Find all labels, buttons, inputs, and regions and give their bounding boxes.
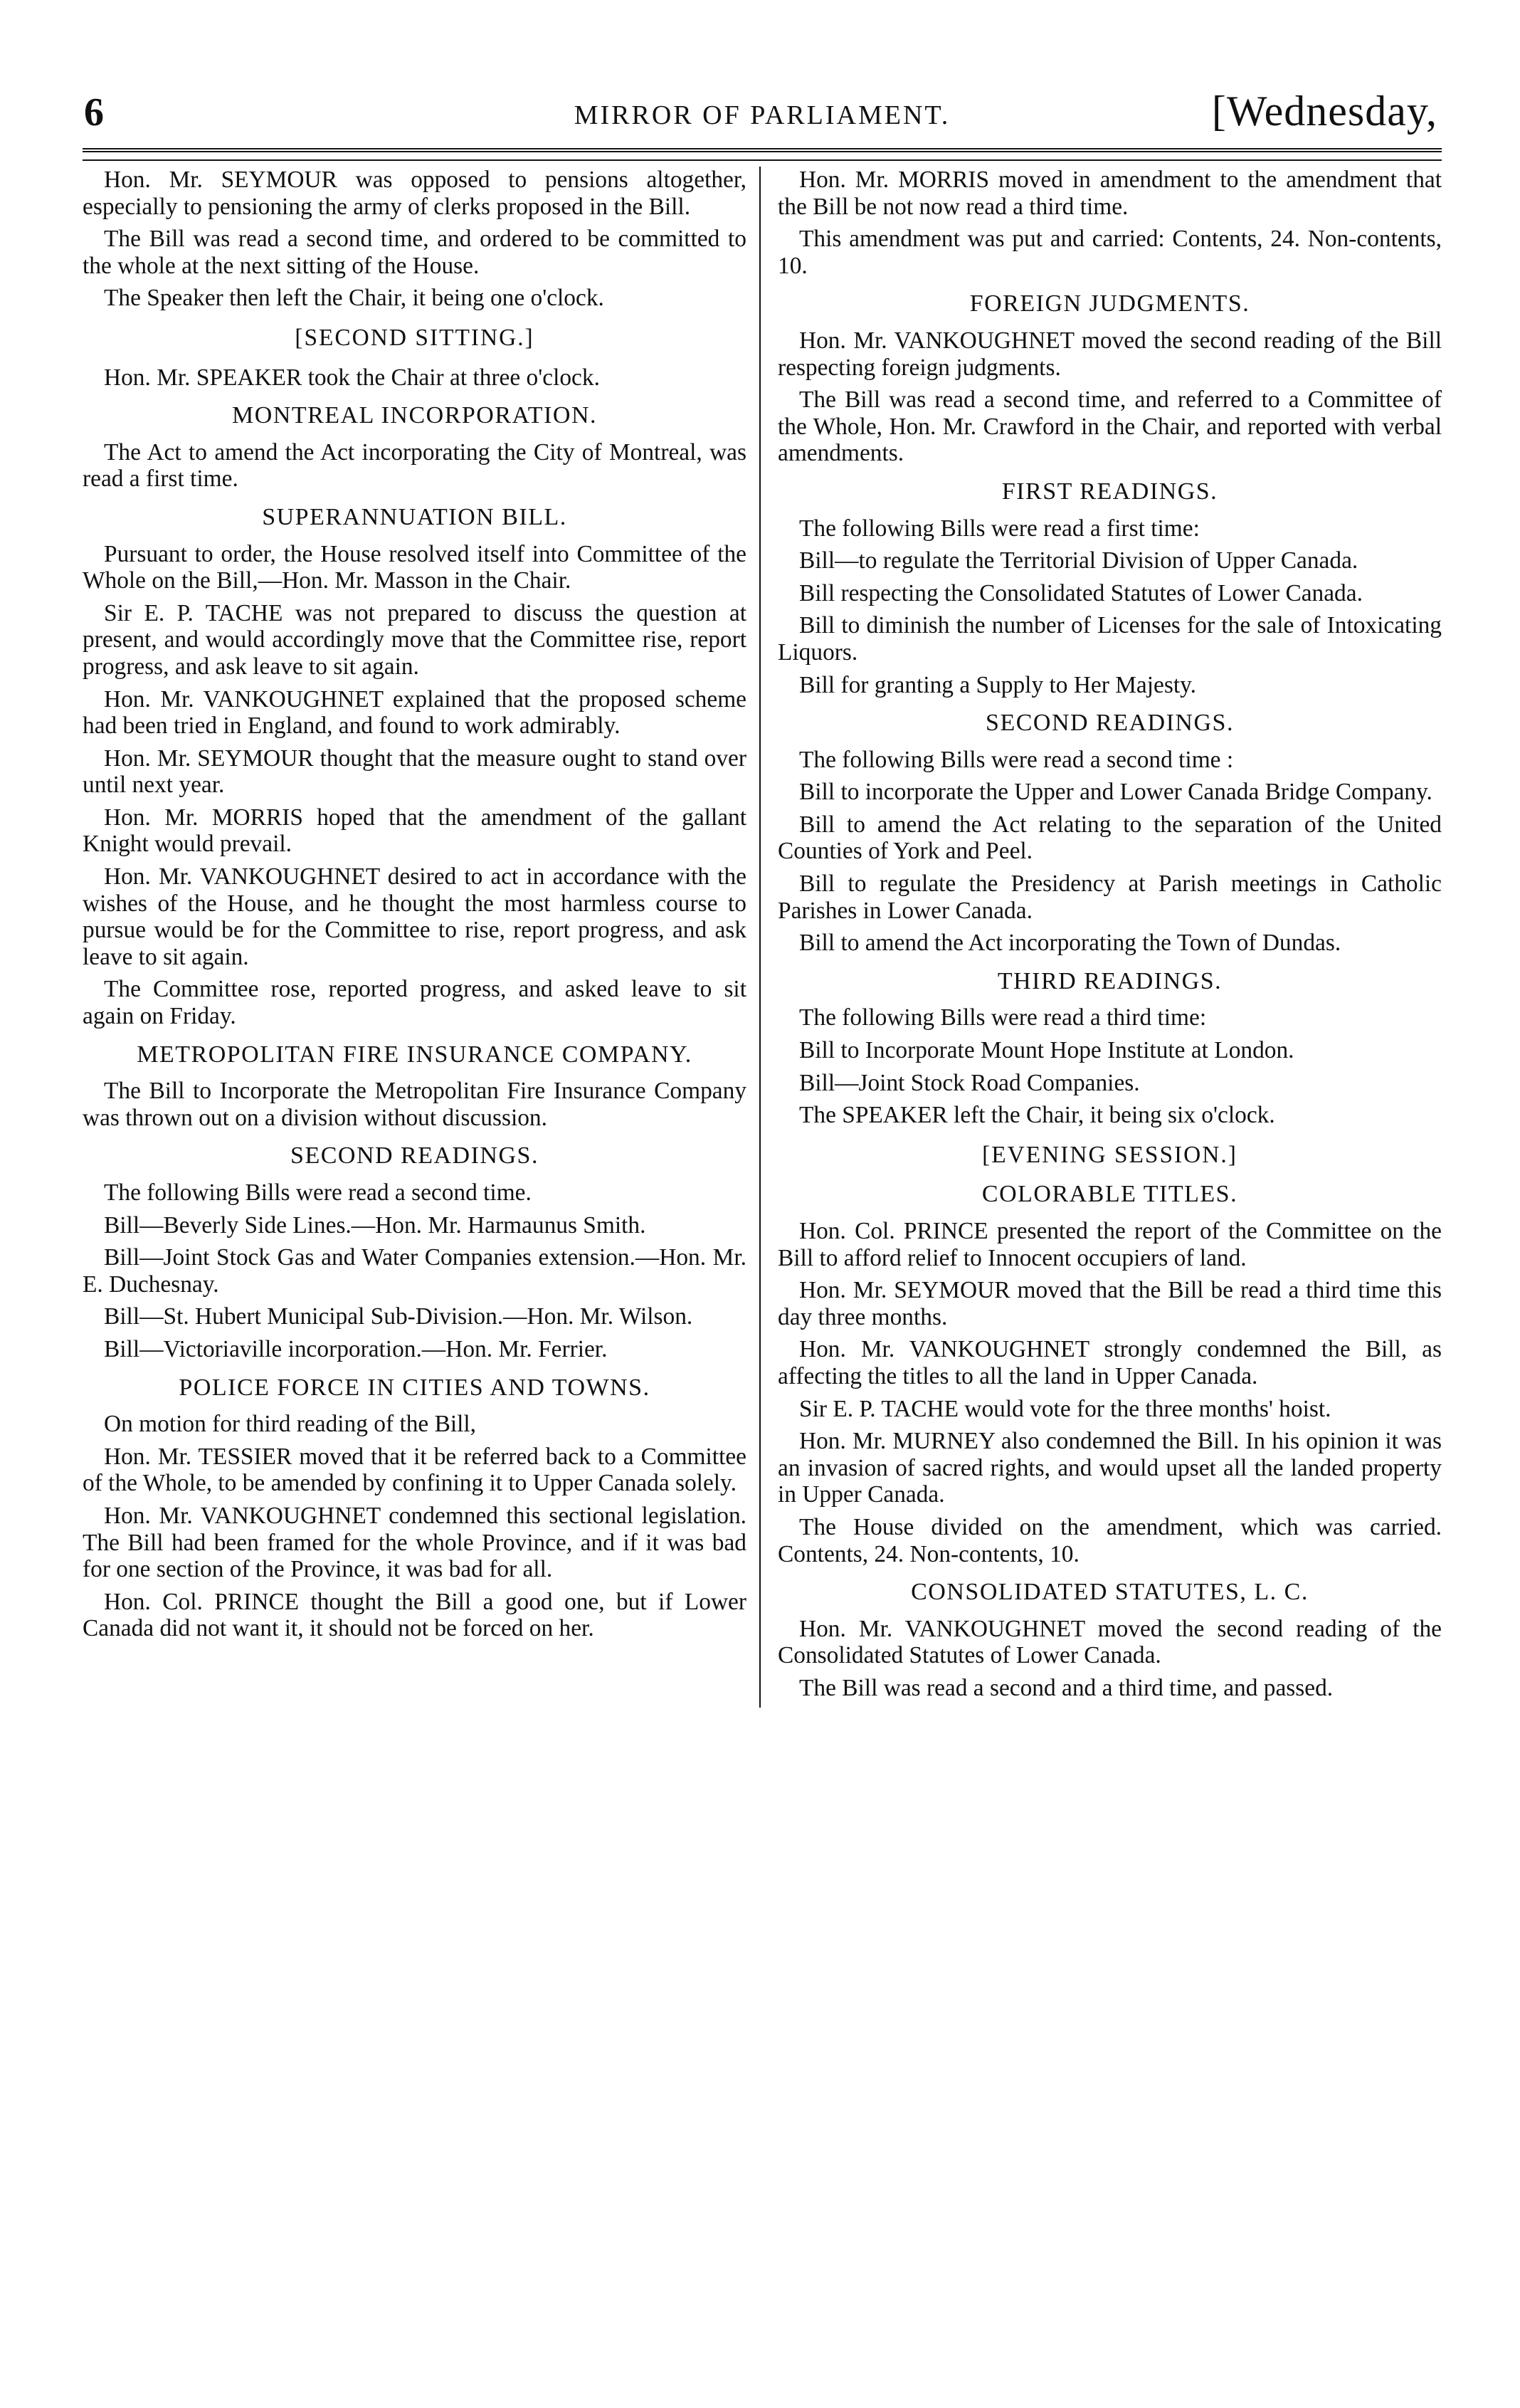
page-header [83,84,1442,152]
paragraph: Hon. Mr. VANKOUGHNET moved the second reading of the Consolidated Statutes of Lower Canada. [778,1615,1442,1669]
paragraph: Hon. Mr. SEYMOUR was opposed to pensions altogether, especially to pensioning the army of clerks proposed in the Bill. [83,167,746,220]
paragraph: The Bill was read a second and a third time, and passed. [799,1674,1334,1701]
paragraph: The following Bills were read a second time. [104,1179,532,1206]
paragraph: The Act to amend the Act incorporating the City of Montreal, was read a first time. [83,438,746,493]
paragraph: Hon. Mr. VANKOUGHNET strongly condemned the Bill, as affecting the titles to all the land in Upper Canada. [778,1336,1442,1389]
section-heading: SUPERANNUATION BILL. [262,503,567,530]
day-label: [Wednesday, [1211,88,1437,135]
paragraph: The following Bills were read a third time: [799,1004,1207,1031]
header-rule [83,159,1442,161]
section-heading: MONTREAL INCORPORATION. [231,402,598,429]
paragraph: Bill to Incorporate Mount Hope Institute at London. [799,1037,1294,1064]
paragraph: Bill—Beverly Side Lines.—Hon. Mr. Harmaunus Smith. [104,1211,646,1239]
section-heading: SECOND READINGS. [290,1142,539,1169]
paragraph: Hon. Col. PRINCE thought the Bill a good one, but if Lower Canada did not want it, it should not be forced on her. [83,1588,746,1642]
section-heading: FIRST READINGS. [1001,478,1218,505]
section-heading: THIRD READINGS. [997,967,1223,994]
paragraph: Bill—Joint Stock Road Companies. [799,1069,1140,1096]
paragraph: Sir E. P. TACHE was not prepared to discuss the question at present, and would accordingly move that the Committee rise, report progress, and ask leave to sit again. [83,599,746,680]
publication-title: MIRROR OF PARLIAMENT. [574,100,951,130]
section-heading: METROPOLITAN FIRE INSURANCE COMPANY. [137,1041,692,1068]
section-heading: COLORABLE TITLES. [981,1181,1238,1208]
paragraph: Bill to diminish the number of Licenses for the sale of Intoxicating Liquors. [778,612,1442,666]
section-heading: POLICE FORCE IN CITIES AND TOWNS. [179,1374,650,1401]
paragraph: Hon. Mr. VANKOUGHNET explained that the proposed scheme had been tried in England, and found to work admirably. [83,685,746,740]
paragraph: Hon. Mr. SEYMOUR thought that the measure ought to stand over until next year. [83,745,746,799]
section-heading: CONSOLIDATED STATUTES, L. C. [911,1579,1309,1606]
paragraph: Hon. Mr. TESSIER moved that it be referred back to a Committee of the Whole, to be amended by confining it to Upper Canada solely. [83,1443,746,1497]
columns [83,167,1442,1708]
section-heading: FOREIGN JUDGMENTS. [969,290,1250,317]
paragraph: Hon. Mr. MORRIS hoped that the amendment of the gallant Knight would prevail. [83,804,746,858]
paragraph: The Bill was read a second time, and referred to a Committee of the Whole, Hon. Mr. Crawford in the Chair, and reported with verbal amendments. [778,387,1442,467]
paragraph: Hon. Mr. MURNEY also condemned the Bill. In his opinion it was an invasion of sacred rights, and would upset all the landed property in Upper Canada. [778,1428,1442,1508]
paragraph: Bill—Joint Stock Gas and Water Companies extension.—Hon. Mr. E. Duchesnay. [83,1244,746,1298]
section-heading: SECOND READINGS. [986,710,1234,737]
paragraph: Bill—Victoriaville incorporation.—Hon. Mr. Ferrier. [104,1335,608,1362]
session-marker: [SECOND SITTING.] [295,324,534,351]
left-column [83,167,761,1708]
paragraph: The House divided on the amendment, which was carried. Contents, 24. Non-contents, 10. [778,1513,1442,1567]
paragraph: Hon. Col. PRINCE presented the report of the Committee on the Bill to afford relief to Innocent occupiers of land. [778,1218,1442,1271]
paragraph: Bill—St. Hubert Municipal Sub-Division.—Hon. Mr. Wilson. [104,1303,693,1330]
paragraph: Hon. Mr. SPEAKER took the Chair at three o'clock. [104,364,600,391]
paragraph: Bill for granting a Supply to Her Majesty. [799,671,1196,698]
paragraph: Hon. Mr. VANKOUGHNET moved the second reading of the Bill respecting foreign judgments. [778,327,1442,381]
paragraph: The SPEAKER left the Chair, it being six o'clock. [799,1102,1275,1129]
paragraph: Pursuant to order, the House resolved itself into Committee of the Whole on the Bill,—Hon. Mr. Masson in the Chair. [83,540,746,594]
paragraph: The following Bills were read a first time: [799,515,1200,542]
paragraph: Bill to regulate the Presidency at Parish meetings in Catholic Parishes in Lower Canada. [778,871,1442,924]
paragraph: The Committee rose, reported progress, and asked leave to sit again on Friday. [83,976,746,1030]
paragraph: Sir E. P. TACHE would vote for the three months' hoist. [799,1395,1331,1422]
paragraph: This amendment was put and carried: Contents, 24. Non-contents, 10. [778,226,1442,279]
paragraph: Hon. Mr. VANKOUGHNET condemned this sectional legislation. The Bill had been framed for the whole Province, and if it was bad for one section of the Province, it was bad for all. [83,1502,746,1583]
paragraph: The Bill was read a second time, and ordered to be committed to the whole at the next sitting of the House. [83,226,746,279]
paragraph: The following Bills were read a second time : [799,746,1234,773]
page-number: 6 [84,90,104,135]
paragraph: On motion for third reading of the Bill, [104,1411,477,1438]
paragraph: The Bill to Incorporate the Metropolitan Fire Insurance Company was thrown out on a division without discussion. [83,1078,746,1131]
paragraph: Bill to amend the Act relating to the separation of the United Counties of York and Peel. [778,811,1442,865]
paragraph: Hon. Mr. VANKOUGHNET desired to act in accordance with the wishes of the House, and he thought the most harmless course to pursue would be for the Committee to rise, report progress, and ask leave to sit again. [83,863,746,970]
paragraph: Bill respecting the Consolidated Statutes of Lower Canada. [799,579,1363,606]
paragraph: Hon. Mr. SEYMOUR moved that the Bill be read a third time this day three months. [778,1277,1442,1330]
paragraph: Hon. Mr. MORRIS moved in amendment to the amendment that the Bill be not now read a third time. [778,167,1442,220]
right-column [761,167,1442,1708]
paragraph: Bill—to regulate the Territorial Division of Upper Canada. [799,547,1358,574]
paragraph: The Speaker then left the Chair, it being one o'clock. [104,285,604,312]
session-marker: [EVENING SESSION.] [982,1141,1237,1168]
paragraph: Bill to incorporate the Upper and Lower Canada Bridge Company. [799,779,1432,806]
paragraph: Bill to amend the Act incorporating the Town of Dundas. [799,930,1341,957]
